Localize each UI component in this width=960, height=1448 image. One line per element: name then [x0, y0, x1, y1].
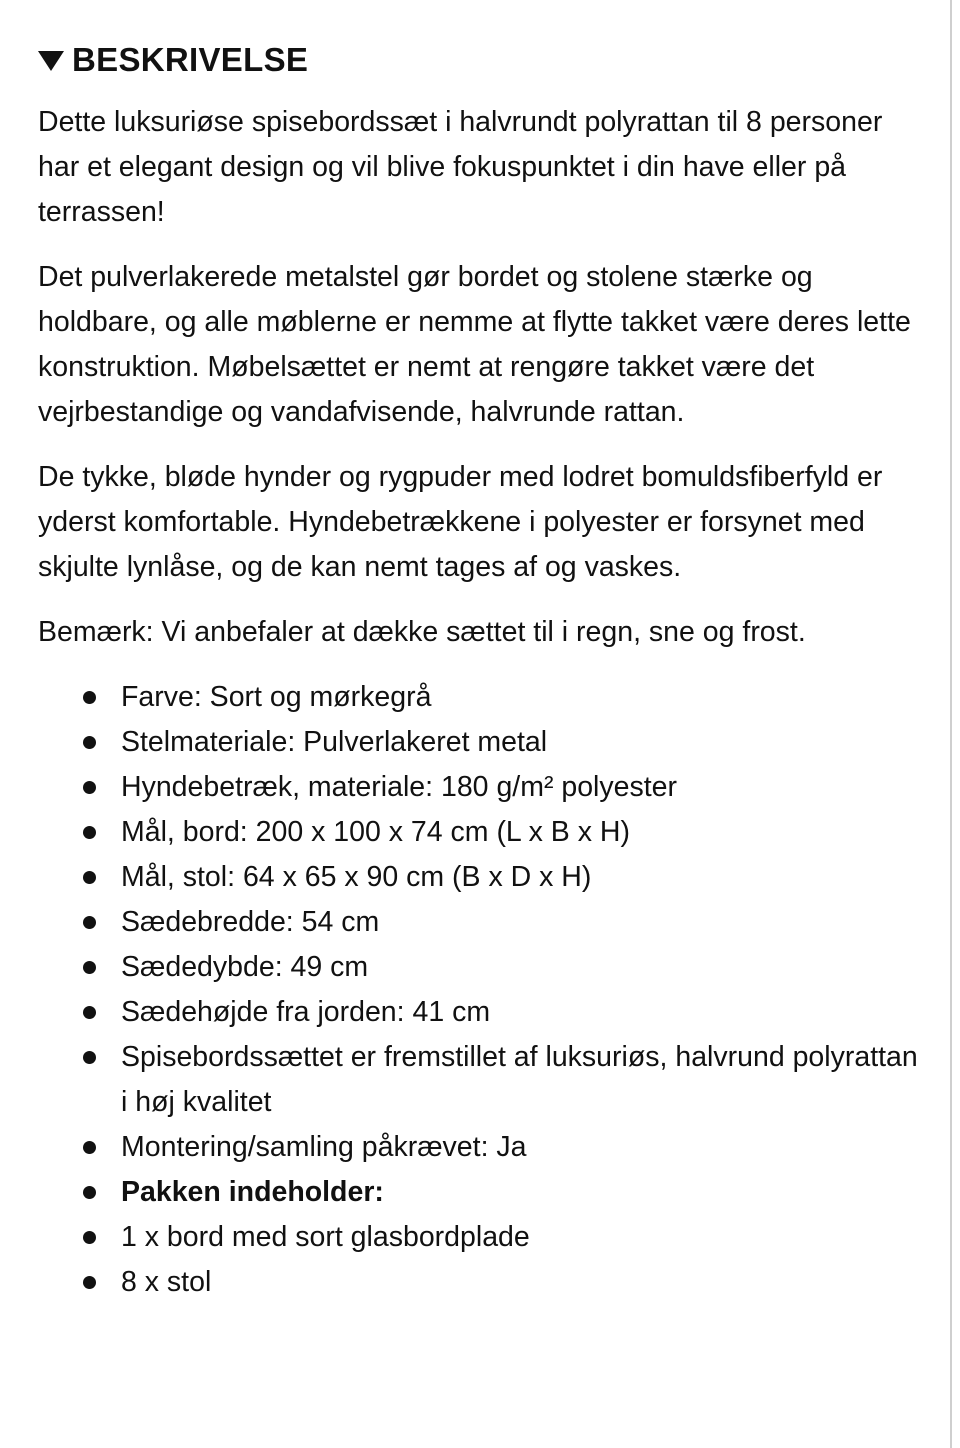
bullet-icon	[83, 1276, 96, 1289]
list-item	[38, 1125, 928, 1170]
bullet-icon	[83, 1006, 96, 1019]
bullet-icon	[83, 736, 96, 749]
spec-list	[38, 675, 928, 1305]
description-section	[38, 34, 928, 1305]
list-item	[38, 1260, 928, 1305]
list-item-text: Sædedybde: 49 cm	[121, 951, 369, 983]
description-header[interactable]	[38, 34, 928, 86]
bullet-icon	[83, 871, 96, 884]
list-item	[38, 900, 928, 945]
list-item-text: 8 x stol	[121, 1266, 212, 1298]
bullet-icon	[83, 916, 96, 929]
list-item-text: Mål, bord: 200 x 100 x 74 cm (L x B x H)	[121, 816, 630, 848]
list-item	[38, 810, 928, 855]
list-item-text: Farve: Sort og mørkegrå	[121, 681, 432, 713]
list-item	[38, 990, 928, 1035]
list-item-text: Spisebordssættet er fremstillet af luksuriøs, halvrund polyrattan i høj kvalitet	[121, 1041, 918, 1118]
list-item-text: Pakken indeholder:	[121, 1176, 384, 1208]
list-item-text: Stelmateriale: Pulverlakeret metal	[121, 726, 548, 758]
list-item-text: Mål, stol: 64 x 65 x 90 cm (B x D x H)	[121, 861, 592, 893]
bullet-icon	[83, 1141, 96, 1154]
bullet-icon	[83, 691, 96, 704]
description-paragraph-3: De tykke, bløde hynder og rygpuder med lodret bomuldsfiberfyld er yderst komfortable. Hyndebetrækkene i polyester er forsynet med skjulte lynlåse, og de kan nemt tages af og vaskes.	[38, 461, 883, 583]
list-item-text: Hyndebetræk, materiale: 180 g/m² polyester	[121, 771, 678, 803]
list-item-text: Sædebredde: 54 cm	[121, 906, 380, 938]
bullet-icon	[83, 961, 96, 974]
bullet-icon	[83, 1051, 96, 1064]
list-item	[38, 765, 928, 810]
list-item-text: Sædehøjde fra jorden: 41 cm	[121, 996, 491, 1028]
list-item	[38, 855, 928, 900]
list-item	[38, 720, 928, 765]
bullet-icon	[83, 1231, 96, 1244]
list-item	[38, 675, 928, 720]
list-item	[38, 945, 928, 990]
bullet-icon	[83, 781, 96, 794]
section-title: BESKRIVELSE	[72, 41, 309, 78]
bullet-icon	[83, 1186, 96, 1199]
list-item	[38, 1035, 928, 1125]
list-item-text: 1 x bord med sort glasbordplade	[121, 1221, 530, 1253]
list-item-text: Montering/samling påkrævet: Ja	[121, 1131, 527, 1163]
list-item	[38, 1215, 928, 1260]
description-paragraph-2: Det pulverlakerede metalstel gør bordet og stolene stærke og holdbare, og alle møblerne er nemme at flytte takket være deres lette konstruktion. Møbelsættet er nemt at rengøre takket være det vejrbestandige og vandafvisende, halvrunde rattan.	[38, 261, 911, 428]
description-note: Bemærk: Vi anbefaler at dække sættet til i regn, sne og frost.	[38, 616, 806, 648]
triangle-down-icon[interactable]	[38, 51, 64, 71]
bullet-icon	[83, 826, 96, 839]
package-contents-heading	[38, 1170, 928, 1215]
description-paragraph-1: Dette luksuriøse spisebordssæt i halvrundt polyrattan til 8 personer har et elegant design og vil blive fokuspunktet i din have eller på terrassen!	[38, 106, 883, 228]
